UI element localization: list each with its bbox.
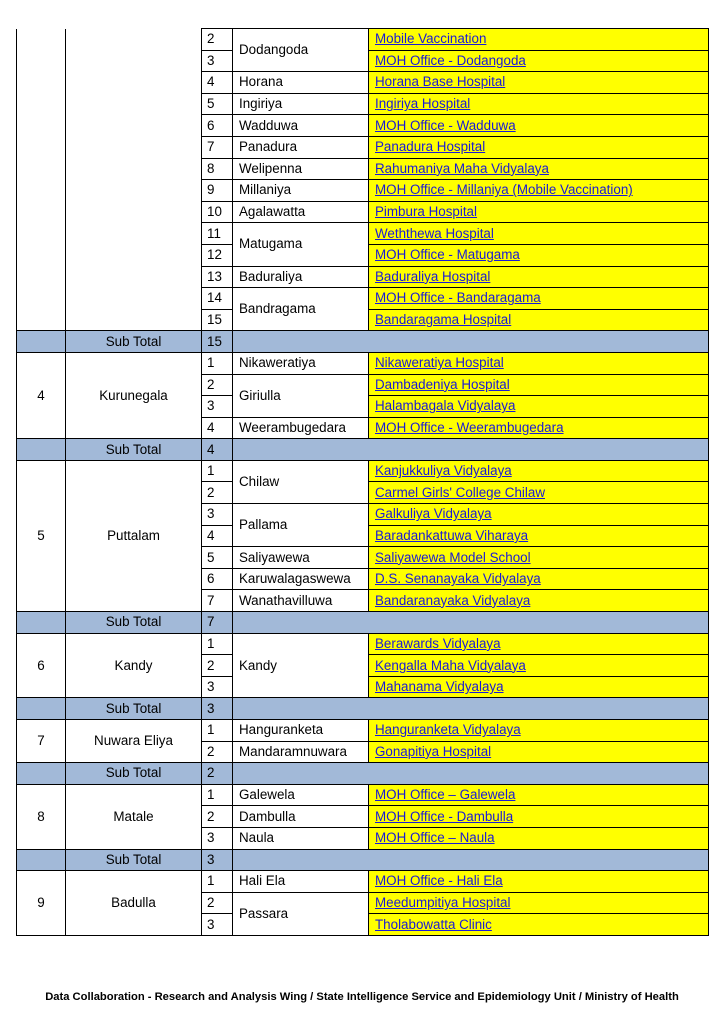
moh-area-cell: Wanathavilluwa <box>233 590 369 612</box>
subtotal-row <box>17 612 709 634</box>
row-number: 1 <box>202 633 233 655</box>
row-number: 8 <box>202 158 233 180</box>
row-number: 2 <box>202 806 233 828</box>
moh-area-cell: Pallama <box>233 504 369 547</box>
subtotal-blank-cell <box>17 698 66 720</box>
row-number: 6 <box>202 115 233 137</box>
vaccination-center-cell: Pimbura Hospital <box>369 201 709 223</box>
subtotal-label: Sub Total <box>66 698 202 720</box>
moh-area-cell: Matugama <box>233 223 369 266</box>
subtotal-blank-cell <box>17 763 66 785</box>
subtotal-label: Sub Total <box>66 849 202 871</box>
moh-area-cell: Ingiriya <box>233 93 369 115</box>
subtotal-label: Sub Total <box>66 763 202 785</box>
vaccination-center-cell: MOH Office - Wadduwa <box>369 115 709 137</box>
row-number: 3 <box>202 827 233 849</box>
table-row <box>17 871 709 893</box>
subtotal-blank-cell <box>233 849 709 871</box>
page-footer: Data Collaboration - Research and Analysis Wing / State Intelligence Service and Epidemiology Unit / Ministry of Health <box>45 991 679 1003</box>
table-row <box>17 720 709 742</box>
row-number: 3 <box>202 914 233 936</box>
district-name-cell: Kurunegala <box>66 352 202 438</box>
district-number-cell: 5 <box>17 460 66 611</box>
row-number: 2 <box>202 892 233 914</box>
row-number: 2 <box>202 655 233 677</box>
vaccination-center-cell: Saliyawewa Model School <box>369 547 709 569</box>
moh-area-cell: Agalawatta <box>233 201 369 223</box>
row-number: 11 <box>202 223 233 245</box>
vaccination-center-cell: Mobile Vaccination <box>369 29 709 51</box>
subtotal-blank-cell <box>233 331 709 353</box>
moh-area-cell: Mandaramnuwara <box>233 741 369 763</box>
row-number: 1 <box>202 352 233 374</box>
vaccination-center-cell: Carmel Girls' College Chilaw <box>369 482 709 504</box>
row-number: 2 <box>202 29 233 51</box>
table-row <box>17 352 709 374</box>
moh-area-cell: Nikaweratiya <box>233 352 369 374</box>
vaccination-center-cell: Gonapitiya Hospital <box>369 741 709 763</box>
moh-area-cell: Baduraliya <box>233 266 369 288</box>
vaccination-center-cell: Dambadeniya Hospital <box>369 374 709 396</box>
vaccination-center-cell: Tholabowatta Clinic <box>369 914 709 936</box>
district-number-cell: 7 <box>17 720 66 763</box>
subtotal-value: 2 <box>202 763 233 785</box>
subtotal-row <box>17 763 709 785</box>
district-name-cell <box>66 29 202 331</box>
row-number: 4 <box>202 417 233 439</box>
district-name-cell: Kandy <box>66 633 202 698</box>
moh-area-cell: Weerambugedara <box>233 417 369 439</box>
moh-area-cell: Horana <box>233 72 369 94</box>
moh-area-cell: Dambulla <box>233 806 369 828</box>
district-number-cell: 6 <box>17 633 66 698</box>
row-number: 3 <box>202 396 233 418</box>
row-number: 4 <box>202 525 233 547</box>
vaccination-center-cell: Bandaranayaka Vidyalaya <box>369 590 709 612</box>
moh-area-cell: Bandragama <box>233 288 369 331</box>
table-row <box>17 460 709 482</box>
moh-area-cell: Karuwalagaswewa <box>233 568 369 590</box>
moh-area-cell: Galewela <box>233 784 369 806</box>
moh-area-cell: Giriulla <box>233 374 369 417</box>
subtotal-blank-cell <box>233 612 709 634</box>
vaccination-centers-table <box>16 28 709 936</box>
subtotal-value: 15 <box>202 331 233 353</box>
row-number: 2 <box>202 741 233 763</box>
row-number: 2 <box>202 374 233 396</box>
vaccination-center-cell: Galkuliya Vidyalaya <box>369 504 709 526</box>
subtotal-value: 7 <box>202 612 233 634</box>
subtotal-blank-cell <box>17 331 66 353</box>
subtotal-row <box>17 849 709 871</box>
row-number: 1 <box>202 871 233 893</box>
subtotal-label: Sub Total <box>66 331 202 353</box>
vaccination-center-cell: MOH Office - Weerambugedara <box>369 417 709 439</box>
subtotal-label: Sub Total <box>66 439 202 461</box>
moh-area-cell: Wadduwa <box>233 115 369 137</box>
district-number-cell: 9 <box>17 871 66 936</box>
vaccination-center-cell: Nikaweratiya Hospital <box>369 352 709 374</box>
vaccination-center-cell: Kengalla Maha Vidyalaya <box>369 655 709 677</box>
row-number: 4 <box>202 72 233 94</box>
row-number: 1 <box>202 784 233 806</box>
row-number: 7 <box>202 590 233 612</box>
moh-area-cell: Chilaw <box>233 460 369 503</box>
row-number: 1 <box>202 720 233 742</box>
subtotal-blank-cell <box>233 698 709 720</box>
moh-area-cell: Dodangoda <box>233 29 369 72</box>
vaccination-center-cell: MOH Office – Naula <box>369 827 709 849</box>
district-name-cell: Puttalam <box>66 460 202 611</box>
vaccination-center-cell: D.S. Senanayaka Vidyalaya <box>369 568 709 590</box>
row-number: 5 <box>202 547 233 569</box>
vaccination-center-cell: Baradankattuwa Viharaya <box>369 525 709 547</box>
subtotal-blank-cell <box>233 763 709 785</box>
vaccination-center-cell: MOH Office - Dodangoda <box>369 50 709 72</box>
district-name-cell: Badulla <box>66 871 202 936</box>
vaccination-center-cell: Ingiriya Hospital <box>369 93 709 115</box>
subtotal-row <box>17 698 709 720</box>
row-number: 2 <box>202 482 233 504</box>
moh-area-cell: Welipenna <box>233 158 369 180</box>
moh-area-cell: Kandy <box>233 633 369 698</box>
subtotal-blank-cell <box>17 439 66 461</box>
row-number: 13 <box>202 266 233 288</box>
row-number: 7 <box>202 136 233 158</box>
vaccination-center-cell: Baduraliya Hospital <box>369 266 709 288</box>
vaccination-center-cell: MOH Office - Bandaragama <box>369 288 709 310</box>
vaccination-center-cell: MOH Office - Matugama <box>369 244 709 266</box>
moh-area-cell: Saliyawewa <box>233 547 369 569</box>
row-number: 15 <box>202 309 233 331</box>
vaccination-center-cell: MOH Office - Dambulla <box>369 806 709 828</box>
subtotal-value: 3 <box>202 698 233 720</box>
subtotal-blank-cell <box>17 612 66 634</box>
row-number: 3 <box>202 676 233 698</box>
vaccination-center-cell: Horana Base Hospital <box>369 72 709 94</box>
district-number-cell: 4 <box>17 352 66 438</box>
subtotal-row <box>17 439 709 461</box>
row-number: 1 <box>202 460 233 482</box>
vaccination-center-cell: MOH Office – Galewela <box>369 784 709 806</box>
row-number: 9 <box>202 180 233 202</box>
moh-area-cell: Hanguranketa <box>233 720 369 742</box>
vaccination-center-cell: Mahanama Vidyalaya <box>369 676 709 698</box>
vaccination-center-cell: Meedumpitiya Hospital <box>369 892 709 914</box>
vaccination-center-cell: Panadura Hospital <box>369 136 709 158</box>
subtotal-value: 4 <box>202 439 233 461</box>
district-number-cell: 8 <box>17 784 66 849</box>
vaccination-center-cell: Bandaragama Hospital <box>369 309 709 331</box>
table-row <box>17 784 709 806</box>
moh-area-cell: Passara <box>233 892 369 935</box>
vaccination-center-cell: Rahumaniya Maha Vidyalaya <box>369 158 709 180</box>
subtotal-label: Sub Total <box>66 612 202 634</box>
vaccination-center-cell: Halambagala Vidyalaya <box>369 396 709 418</box>
row-number: 14 <box>202 288 233 310</box>
subtotal-value: 3 <box>202 849 233 871</box>
vaccination-center-cell: Weththewa Hospital <box>369 223 709 245</box>
row-number: 6 <box>202 568 233 590</box>
vaccination-center-cell: Berawards Vidyalaya <box>369 633 709 655</box>
table-row <box>17 633 709 655</box>
moh-area-cell: Panadura <box>233 136 369 158</box>
row-number: 10 <box>202 201 233 223</box>
row-number: 12 <box>202 244 233 266</box>
table-row <box>17 29 709 51</box>
row-number: 5 <box>202 93 233 115</box>
moh-area-cell: Millaniya <box>233 180 369 202</box>
vaccination-center-cell: MOH Office - Millaniya (Mobile Vaccination) <box>369 180 709 202</box>
vaccination-center-cell: Kanjukkuliya Vidyalaya <box>369 460 709 482</box>
vaccination-center-cell: Hanguranketa Vidyalaya <box>369 720 709 742</box>
district-number-cell <box>17 29 66 331</box>
row-number: 3 <box>202 504 233 526</box>
subtotal-row <box>17 331 709 353</box>
moh-area-cell: Naula <box>233 827 369 849</box>
subtotal-blank-cell <box>17 849 66 871</box>
moh-area-cell: Hali Ela <box>233 871 369 893</box>
vaccination-center-cell: MOH Office - Hali Ela <box>369 871 709 893</box>
row-number: 3 <box>202 50 233 72</box>
district-name-cell: Nuwara Eliya <box>66 720 202 763</box>
district-name-cell: Matale <box>66 784 202 849</box>
subtotal-blank-cell <box>233 439 709 461</box>
